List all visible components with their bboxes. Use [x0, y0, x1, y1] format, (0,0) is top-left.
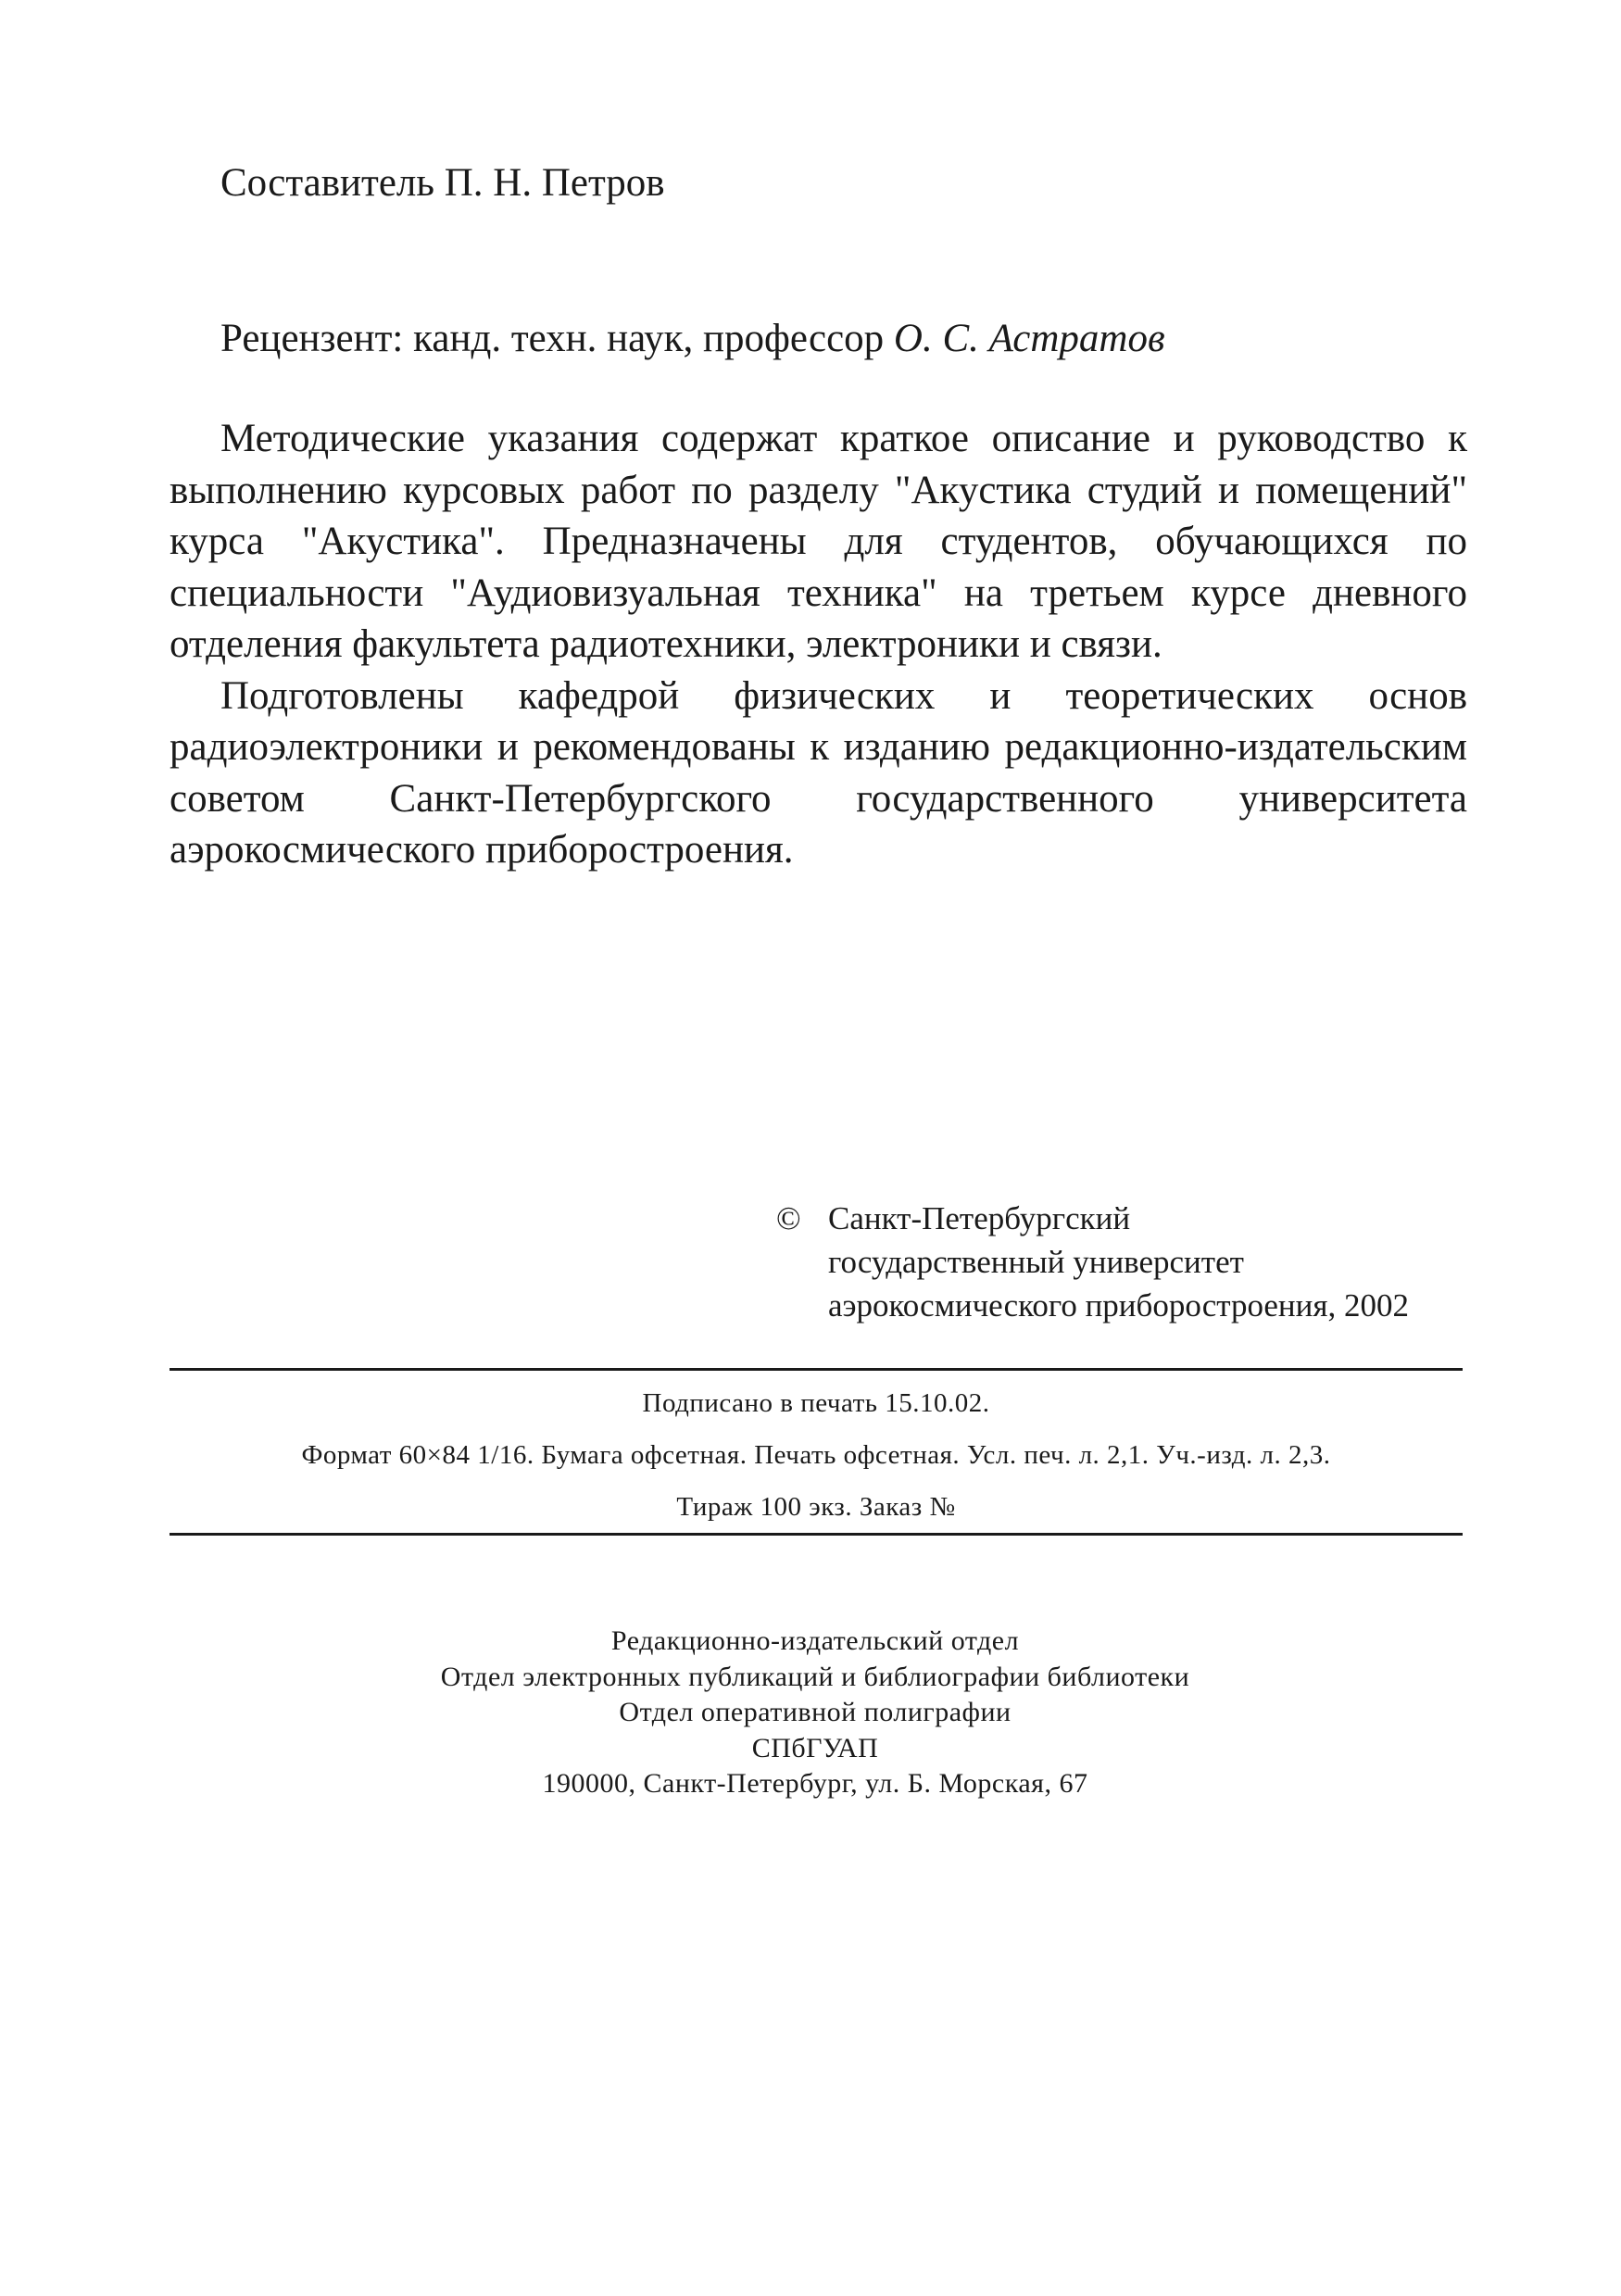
publisher-line: 190000, Санкт-Петербург, ул. Б. Морская, 67	[542, 1768, 1088, 1799]
abstract	[170, 413, 1467, 876]
copyright-icon: ©	[776, 1200, 801, 1236]
reviewer-line	[220, 311, 1165, 367]
copyright-line: аэрокосмического приборостроения, 2002	[828, 1287, 1409, 1324]
compiler-line: Составитель П. Н. Петров	[220, 161, 665, 205]
abstract-paragraph: Методические указания содержат краткое описание и руководство к выполнению курсовых работ по разделу "Акустика студий и помещений" курса "Акустика". Предназначены для студентов, обучающихся по специальности "Аудиовизуальная техника" на третьем курсе дневного отделения факультета радиотехники, электроники и связи.	[170, 417, 1467, 666]
imprint-top-divider	[170, 1368, 1463, 1371]
copyright-line: государственный университет	[828, 1244, 1244, 1280]
copyright-line: Санкт-Петербургский	[828, 1200, 1131, 1236]
reviewer-name: О. С. Астратов	[893, 317, 1165, 360]
publisher-block	[278, 1624, 1352, 1802]
reviewer-prefix: Рецензент: канд. техн. наук, профессор	[220, 317, 894, 360]
publisher-line: Отдел электронных публикаций и библиографии библиотеки	[440, 1661, 1190, 1692]
abstract-paragraph: Подготовлены кафедрой физических и теоретических основ радиоэлектроники и рекомендованы к изданию редакционно-издательским советом Санкт-Петербургского государственного университета аэрокосмического приборостроения.	[170, 673, 1467, 872]
imprint-bottom-divider	[170, 1533, 1463, 1536]
imprint-line: Подписано в печать 15.10.02.	[642, 1388, 990, 1418]
publisher-line: Редакционно-издательский отдел	[610, 1625, 1020, 1656]
publisher-line: СПбГУАП	[751, 1732, 879, 1763]
imprint-line: Формат 60×84 1/16. Бумага офсетная. Печать офсетная. Усл. печ. л. 2,1. Уч.-изд. л. 2,3.	[301, 1440, 1331, 1470]
imprint-line: Тираж 100 экз. Заказ №	[676, 1492, 956, 1522]
copyright-block	[776, 1197, 1409, 1327]
imprint-block	[170, 1377, 1463, 1533]
publisher-line: Отдел оперативной полиграфии	[619, 1697, 1012, 1727]
